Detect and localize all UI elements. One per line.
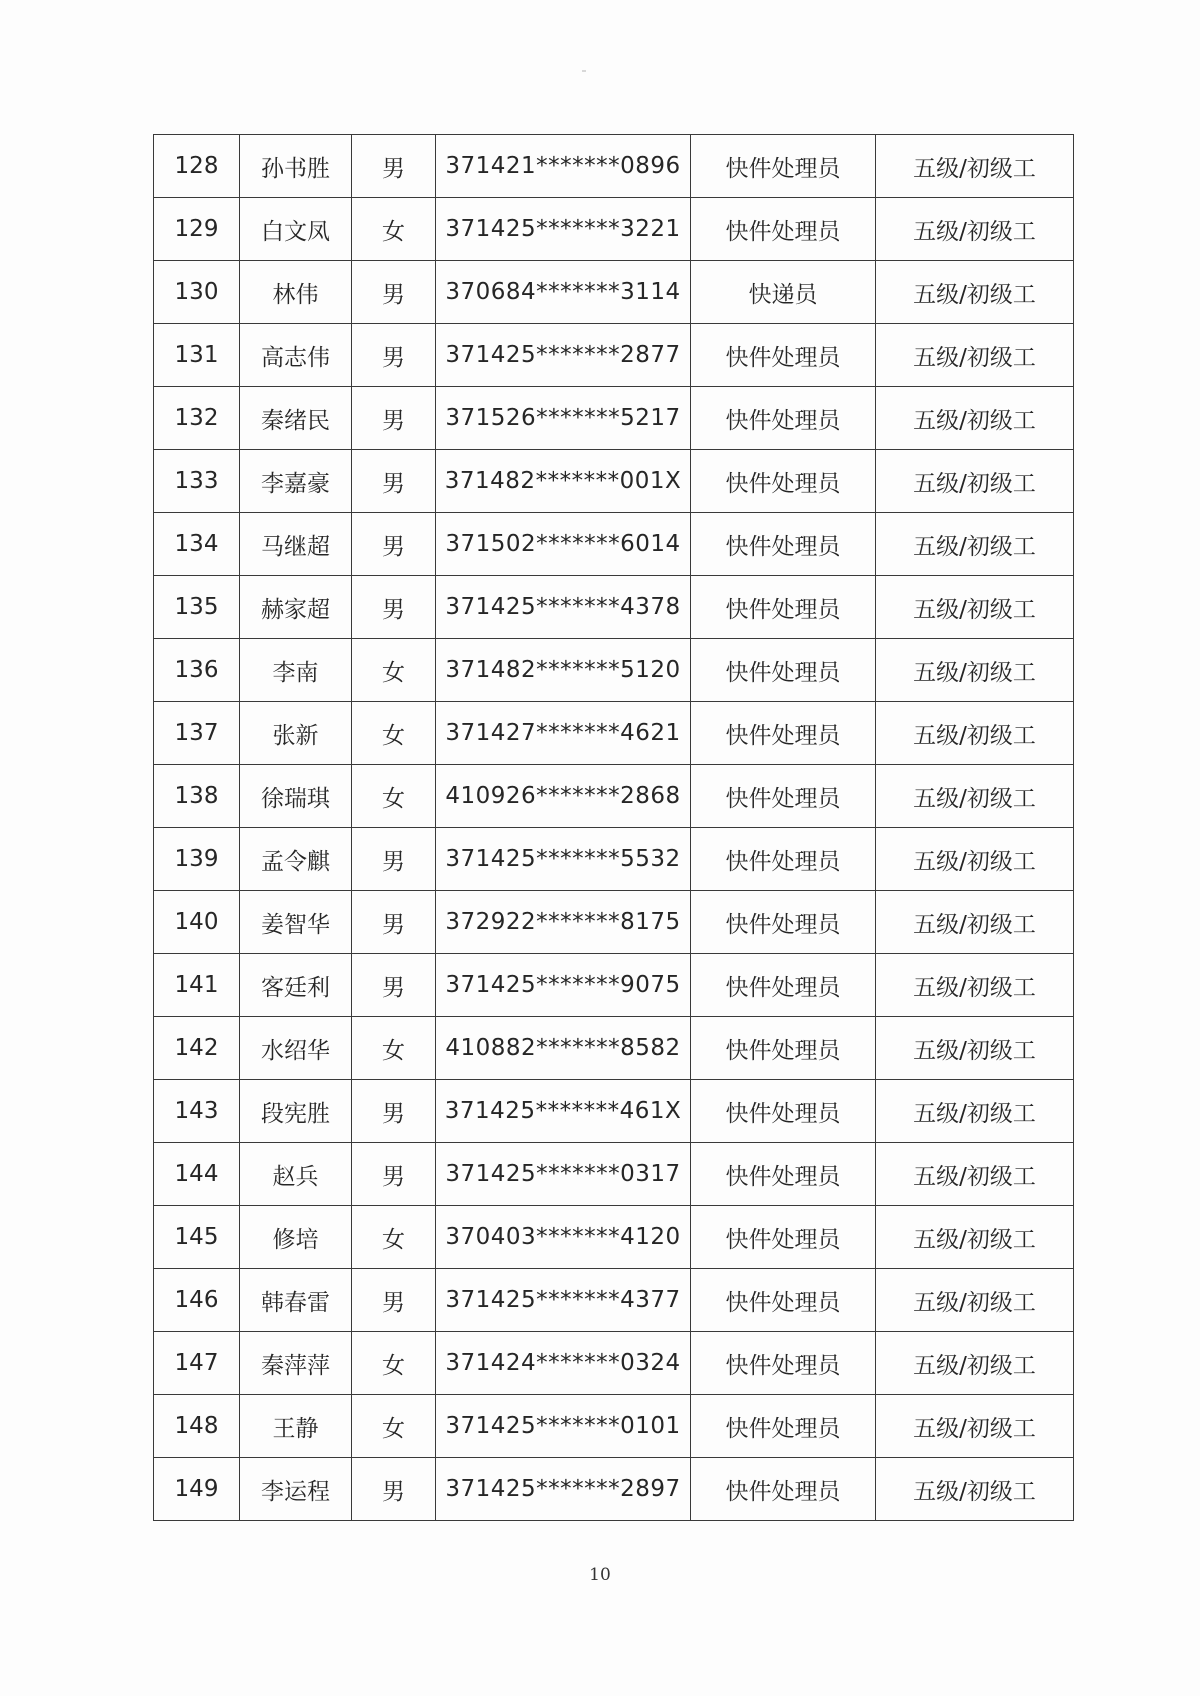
gender-cell: 男 [352, 1458, 436, 1521]
name-cell: 林伟 [240, 261, 352, 324]
table-row [154, 828, 1074, 891]
skill-level-cell: 五级/初级工 [876, 198, 1074, 261]
occupation-cell: 快件处理员 [691, 639, 876, 702]
table-row [154, 513, 1074, 576]
skill-level-cell: 五级/初级工 [876, 513, 1074, 576]
skill-level-cell: 五级/初级工 [876, 261, 1074, 324]
gender-cell: 男 [352, 387, 436, 450]
serial-number-cell: 142 [154, 1017, 240, 1080]
id-number-cell: 371425*******9075 [436, 954, 691, 1017]
serial-number-cell: 143 [154, 1080, 240, 1143]
serial-number-cell: 129 [154, 198, 240, 261]
scan-speck [582, 70, 586, 72]
name-cell: 姜智华 [240, 891, 352, 954]
table-row [154, 1269, 1074, 1332]
serial-number-cell: 133 [154, 450, 240, 513]
id-number-cell: 371425*******0101 [436, 1395, 691, 1458]
id-number-cell: 371425*******461X [436, 1080, 691, 1143]
table-row [154, 954, 1074, 1017]
table-row [154, 576, 1074, 639]
name-cell: 水绍华 [240, 1017, 352, 1080]
gender-cell: 男 [352, 954, 436, 1017]
name-cell: 秦萍萍 [240, 1332, 352, 1395]
table-row [154, 1395, 1074, 1458]
skill-level-cell: 五级/初级工 [876, 1017, 1074, 1080]
roster-table [153, 134, 1074, 1521]
id-number-cell: 371425*******0317 [436, 1143, 691, 1206]
serial-number-cell: 146 [154, 1269, 240, 1332]
occupation-cell: 快件处理员 [691, 324, 876, 387]
table-row [154, 450, 1074, 513]
name-cell: 李南 [240, 639, 352, 702]
skill-level-cell: 五级/初级工 [876, 1269, 1074, 1332]
name-cell: 段宪胜 [240, 1080, 352, 1143]
gender-cell: 女 [352, 1332, 436, 1395]
name-cell: 赵兵 [240, 1143, 352, 1206]
gender-cell: 男 [352, 891, 436, 954]
occupation-cell: 快件处理员 [691, 1080, 876, 1143]
skill-level-cell: 五级/初级工 [876, 828, 1074, 891]
name-cell: 韩春雷 [240, 1269, 352, 1332]
serial-number-cell: 144 [154, 1143, 240, 1206]
occupation-cell: 快件处理员 [691, 135, 876, 198]
skill-level-cell: 五级/初级工 [876, 1395, 1074, 1458]
table-row [154, 261, 1074, 324]
occupation-cell: 快件处理员 [691, 1458, 876, 1521]
gender-cell: 男 [352, 261, 436, 324]
occupation-cell: 快递员 [691, 261, 876, 324]
occupation-cell: 快件处理员 [691, 1017, 876, 1080]
name-cell: 王静 [240, 1395, 352, 1458]
name-cell: 客廷利 [240, 954, 352, 1017]
occupation-cell: 快件处理员 [691, 828, 876, 891]
serial-number-cell: 135 [154, 576, 240, 639]
skill-level-cell: 五级/初级工 [876, 324, 1074, 387]
id-number-cell: 410926*******2868 [436, 765, 691, 828]
occupation-cell: 快件处理员 [691, 1332, 876, 1395]
occupation-cell: 快件处理员 [691, 387, 876, 450]
id-number-cell: 371482*******5120 [436, 639, 691, 702]
occupation-cell: 快件处理员 [691, 1206, 876, 1269]
skill-level-cell: 五级/初级工 [876, 1206, 1074, 1269]
skill-level-cell: 五级/初级工 [876, 387, 1074, 450]
id-number-cell: 371425*******2877 [436, 324, 691, 387]
serial-number-cell: 128 [154, 135, 240, 198]
gender-cell: 女 [352, 1206, 436, 1269]
table-row [154, 135, 1074, 198]
id-number-cell: 371427*******4621 [436, 702, 691, 765]
id-number-cell: 371526*******5217 [436, 387, 691, 450]
serial-number-cell: 140 [154, 891, 240, 954]
id-number-cell: 372922*******8175 [436, 891, 691, 954]
skill-level-cell: 五级/初级工 [876, 135, 1074, 198]
occupation-cell: 快件处理员 [691, 1143, 876, 1206]
id-number-cell: 370403*******4120 [436, 1206, 691, 1269]
occupation-cell: 快件处理员 [691, 198, 876, 261]
serial-number-cell: 130 [154, 261, 240, 324]
skill-level-cell: 五级/初级工 [876, 765, 1074, 828]
name-cell: 孟令麒 [240, 828, 352, 891]
serial-number-cell: 138 [154, 765, 240, 828]
id-number-cell: 371425*******2897 [436, 1458, 691, 1521]
occupation-cell: 快件处理员 [691, 954, 876, 1017]
skill-level-cell: 五级/初级工 [876, 954, 1074, 1017]
table-row [154, 1332, 1074, 1395]
skill-level-cell: 五级/初级工 [876, 891, 1074, 954]
name-cell: 张新 [240, 702, 352, 765]
table-row [154, 1017, 1074, 1080]
occupation-cell: 快件处理员 [691, 891, 876, 954]
name-cell: 高志伟 [240, 324, 352, 387]
roster-table-body [154, 135, 1074, 1521]
occupation-cell: 快件处理员 [691, 1269, 876, 1332]
occupation-cell: 快件处理员 [691, 513, 876, 576]
table-row [154, 639, 1074, 702]
skill-level-cell: 五级/初级工 [876, 450, 1074, 513]
gender-cell: 女 [352, 198, 436, 261]
skill-level-cell: 五级/初级工 [876, 702, 1074, 765]
occupation-cell: 快件处理员 [691, 702, 876, 765]
name-cell: 孙书胜 [240, 135, 352, 198]
name-cell: 修培 [240, 1206, 352, 1269]
skill-level-cell: 五级/初级工 [876, 1080, 1074, 1143]
table-row [154, 891, 1074, 954]
table-row [154, 324, 1074, 387]
serial-number-cell: 139 [154, 828, 240, 891]
gender-cell: 男 [352, 450, 436, 513]
name-cell: 马继超 [240, 513, 352, 576]
gender-cell: 男 [352, 1080, 436, 1143]
serial-number-cell: 149 [154, 1458, 240, 1521]
occupation-cell: 快件处理员 [691, 576, 876, 639]
table-row [154, 1143, 1074, 1206]
gender-cell: 男 [352, 513, 436, 576]
page-number: 10 [589, 1565, 611, 1585]
gender-cell: 男 [352, 324, 436, 387]
id-number-cell: 371502*******6014 [436, 513, 691, 576]
skill-level-cell: 五级/初级工 [876, 1143, 1074, 1206]
gender-cell: 男 [352, 576, 436, 639]
serial-number-cell: 132 [154, 387, 240, 450]
gender-cell: 女 [352, 1395, 436, 1458]
table-row [154, 1206, 1074, 1269]
gender-cell: 女 [352, 765, 436, 828]
name-cell: 李运程 [240, 1458, 352, 1521]
skill-level-cell: 五级/初级工 [876, 1332, 1074, 1395]
table-row [154, 198, 1074, 261]
table-row [154, 765, 1074, 828]
gender-cell: 女 [352, 1017, 436, 1080]
serial-number-cell: 136 [154, 639, 240, 702]
name-cell: 赫家超 [240, 576, 352, 639]
table-row [154, 387, 1074, 450]
id-number-cell: 371425*******4378 [436, 576, 691, 639]
name-cell: 徐瑞琪 [240, 765, 352, 828]
table-row [154, 1080, 1074, 1143]
skill-level-cell: 五级/初级工 [876, 639, 1074, 702]
id-number-cell: 410882*******8582 [436, 1017, 691, 1080]
id-number-cell: 371425*******4377 [436, 1269, 691, 1332]
serial-number-cell: 141 [154, 954, 240, 1017]
id-number-cell: 371425*******3221 [436, 198, 691, 261]
gender-cell: 男 [352, 1269, 436, 1332]
serial-number-cell: 148 [154, 1395, 240, 1458]
name-cell: 白文凤 [240, 198, 352, 261]
id-number-cell: 371421*******0896 [436, 135, 691, 198]
occupation-cell: 快件处理员 [691, 765, 876, 828]
id-number-cell: 371424*******0324 [436, 1332, 691, 1395]
id-number-cell: 371425*******5532 [436, 828, 691, 891]
skill-level-cell: 五级/初级工 [876, 1458, 1074, 1521]
serial-number-cell: 137 [154, 702, 240, 765]
occupation-cell: 快件处理员 [691, 1395, 876, 1458]
gender-cell: 男 [352, 1143, 436, 1206]
serial-number-cell: 147 [154, 1332, 240, 1395]
skill-level-cell: 五级/初级工 [876, 576, 1074, 639]
serial-number-cell: 134 [154, 513, 240, 576]
gender-cell: 女 [352, 702, 436, 765]
id-number-cell: 371482*******001X [436, 450, 691, 513]
table-row [154, 1458, 1074, 1521]
name-cell: 李嘉豪 [240, 450, 352, 513]
name-cell: 秦绪民 [240, 387, 352, 450]
serial-number-cell: 145 [154, 1206, 240, 1269]
table-row [154, 702, 1074, 765]
id-number-cell: 370684*******3114 [436, 261, 691, 324]
occupation-cell: 快件处理员 [691, 450, 876, 513]
serial-number-cell: 131 [154, 324, 240, 387]
gender-cell: 男 [352, 828, 436, 891]
gender-cell: 男 [352, 135, 436, 198]
gender-cell: 女 [352, 639, 436, 702]
